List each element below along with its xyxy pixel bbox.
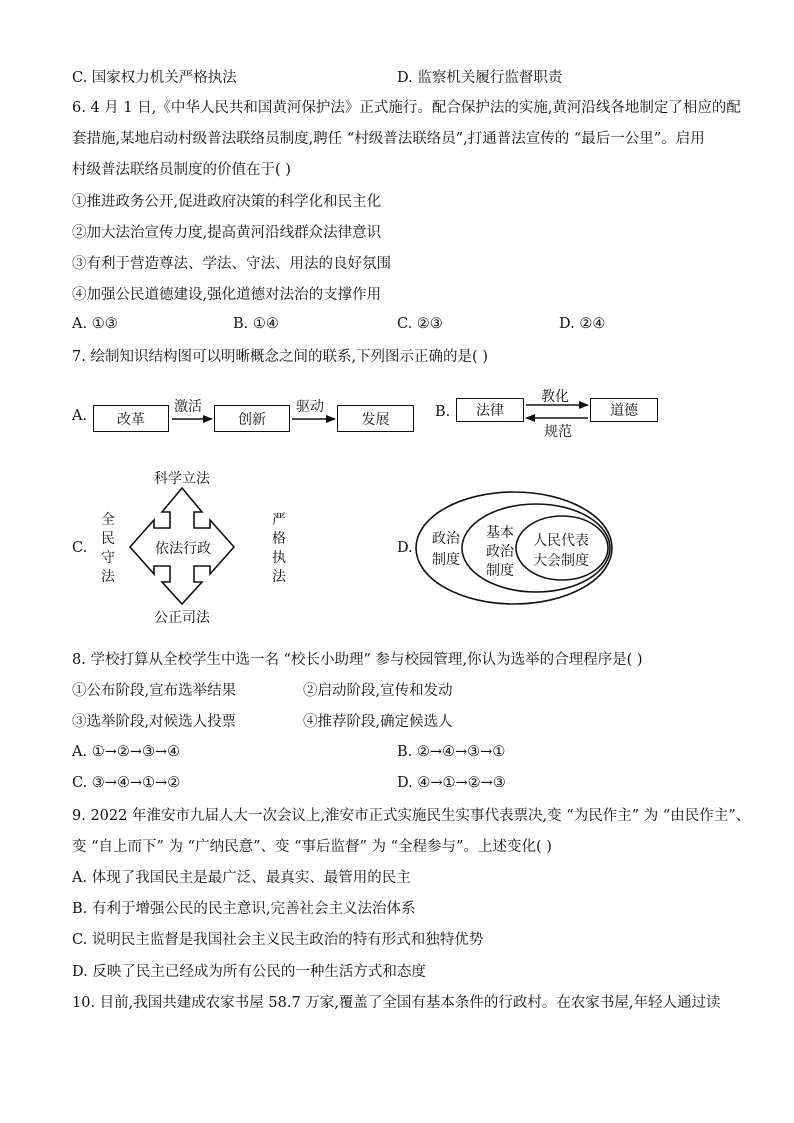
- q9-option-b: B. 有利于增强公民的民主意识,完善社会主义法治体系: [72, 901, 416, 917]
- c-top-text: 科学立法: [154, 471, 210, 487]
- q6-item-4: ④加强公民道德建设,强化道德对法治的支撑作用: [72, 287, 382, 303]
- q9-stem-line1: 9. 2022 年淮安市九届人大一次会议上,淮安市正式实施民生实事代表票决,变 “为民作主” 为 “由民作主”、: [72, 808, 751, 824]
- q8-option-a: A. ①→②→③→④: [72, 744, 181, 760]
- q6-item-1: ①推进政务公开,促进政府决策的科学化和民主化: [72, 194, 382, 210]
- q8-stem: 8. 学校打算从全校学生中选一名 “校长小助理” 参与校园管理,你认为选举的合理程序是( ): [72, 652, 643, 668]
- q9-option-a: A. 体现了我国民主是最广泛、最真实、最管用的民主: [72, 870, 411, 886]
- q7-d-label: D.: [397, 540, 413, 556]
- q8-item-2: ②启动阶段,宣传和发动: [303, 683, 453, 699]
- c-bottom-text: 公正司法: [154, 610, 210, 626]
- c-right-text: 严格执法: [272, 512, 286, 585]
- q7-c-label: C.: [72, 540, 88, 556]
- d-middle-text-3: 制度: [486, 563, 514, 579]
- a-box-innovation: 创新: [214, 405, 290, 432]
- q9-option-d: D. 反映了民主已经成为所有公民的一种生活方式和态度: [72, 964, 426, 980]
- d-middle-text-1: 基本: [486, 525, 514, 541]
- q8-item-1: ①公布阶段,宣布选举结果: [72, 683, 237, 699]
- b-top-arrow-label: 教化: [541, 389, 569, 405]
- q7-a-label: A.: [72, 408, 88, 424]
- q7-stem: 7. 绘制知识结构图可以明晰概念之间的联系,下列图示正确的是( ): [72, 349, 488, 365]
- q5-option-d: D. 监察机关履行监督职责: [397, 70, 563, 86]
- q6-option-b: B. ①④: [233, 316, 279, 332]
- q6-option-a: A. ①③: [72, 316, 118, 332]
- c-center-text: 依法行政: [155, 541, 211, 557]
- b-box-morality: 道德: [590, 398, 658, 422]
- a-arrow1-label: 激活: [174, 399, 202, 415]
- c-left-text: 全民守法: [101, 512, 115, 585]
- q10-stem-line1: 10. 目前,我国共建成农家书屋 58.7 万家,覆盖了全国有基本条件的行政村。在农家书屋,年轻人通过读: [72, 995, 721, 1011]
- d-inner-text-2: 大会制度: [533, 553, 589, 569]
- a-box-reform: 改革: [93, 405, 169, 432]
- q6-item-2: ②加大法治宣传力度,提高黄河沿线群众法律意识: [72, 225, 382, 241]
- q6-stem-line3: 村级普法联络员制度的价值在于( ): [72, 162, 291, 178]
- q8-item-4: ④推荐阶段,确定候选人: [303, 714, 453, 730]
- q9-option-c: C. 说明民主监督是我国社会主义民主政治的特有形式和独特优势: [72, 932, 484, 948]
- d-outer-text-2: 制度: [432, 552, 460, 568]
- b-bottom-arrow-label: 规范: [544, 424, 572, 440]
- b-box-law: 法律: [456, 398, 524, 422]
- q8-item-3: ③选举阶段,对候选人投票: [72, 714, 237, 730]
- a-box-development: 发展: [337, 405, 414, 432]
- q8-option-b: B. ②→④→③→①: [397, 744, 506, 760]
- q8-option-d: D. ④→①→②→③: [397, 775, 506, 791]
- q7-b-label: B.: [435, 404, 451, 420]
- q9-stem-line2: 变 “自上而下” 为 “广纳民意”、变 “事后监督” 为 “全程参与”。上述变化( ): [72, 839, 552, 855]
- a-arrow2-label: 驱动: [296, 399, 324, 415]
- d-inner-text-1: 人民代表: [533, 533, 589, 549]
- q6-option-d: D. ②④: [559, 316, 606, 332]
- q5-option-c: C. 国家权力机关严格执法: [72, 70, 237, 86]
- q6-option-c: C. ②③: [397, 316, 443, 332]
- q6-stem-line2: 套措施,某地启动村级普法联络员制度,聘任 “村级普法联络员”,打通普法宣传的 “最后一公里”。启用: [72, 131, 705, 147]
- d-outer-text-1: 政治: [432, 531, 460, 547]
- q6-item-3: ③有利于营造尊法、学法、守法、用法的良好氛围: [72, 256, 391, 272]
- q6-stem-line1: 6. 4 月 1 日,《中华人民共和国黄河保护法》正式施行。配合保护法的实施,黄河沿线各地制定了相应的配: [72, 100, 741, 116]
- q8-option-c: C. ③→④→①→②: [72, 775, 181, 791]
- d-middle-text-2: 政治: [486, 544, 514, 560]
